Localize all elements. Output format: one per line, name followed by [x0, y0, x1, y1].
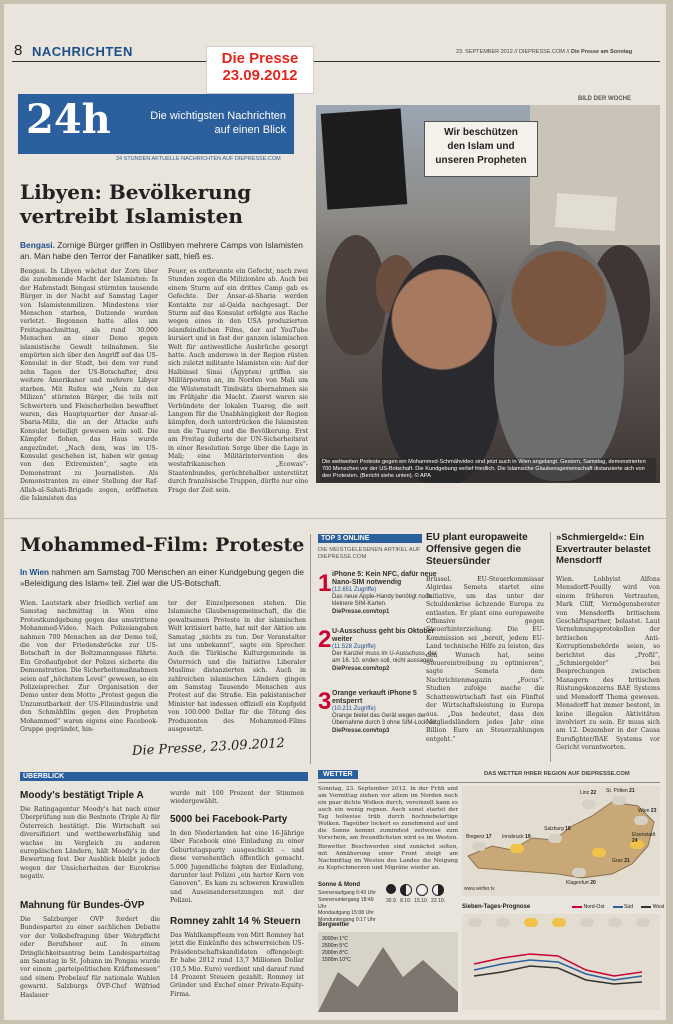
- mohammed-col-1: Wien. Lautstark aber friedlich verlief am Samstag nachmittag in Wien eine Protestkundgebung gegen das umstrittene Mohammed-Video. Nach Polizeiangaben nahmen 700 Menschen an der Demo teil, die von der Friedensbrücke zur US-Botschaft in der Boltzmanngasse führte. Ein Großaufgebot der Polizei sicherte die Demonstration. Die Sicherheitsmaßnahmen seien auf „höchstem Level“ gewesen, so ein Polizeisprecher. Zur Organisation der Demo unter dem Motto „Protest gegen die Unzumutbarkeit der US-Filmindustrie und den Schmähfilm gegen den Propheten Mohammed“ waren eigens eine Facebook-Gruppe gegründet, hin-: [20, 600, 158, 734]
- banner-24h: [18, 94, 294, 154]
- header-date: 23. SEPTEMBER 2012 // DIEPRESSE.COM // Die Presse am Sonntag: [456, 49, 633, 55]
- cloud-icon: [582, 800, 596, 809]
- libyen-headline-1: Libyen: Bevölkerung: [20, 180, 252, 204]
- moodys-headline: Moody's bestätigt Triple A: [20, 790, 144, 801]
- handwritten-note: Die Presse, 23.09.2012: [131, 736, 286, 759]
- banner-tagline-2: auf einen Blick: [214, 124, 286, 136]
- map-city: Eisenstadt 24: [632, 832, 656, 844]
- forecast-title: Sieben-Tages-Prognose: [462, 904, 531, 910]
- top3-item-2[interactable]: U-Ausschuss geht bis Oktober weiter (11.528 Zugriffe) Der Kanzler muss im U-Ausschuss, der am 16. 10. enden soll, nicht aussagen. DiePresse.com/top2: [332, 628, 437, 672]
- map-city: Bregenz 17: [466, 834, 492, 840]
- moon-icon: [386, 884, 396, 894]
- berg-title: Bergwetter: [318, 922, 350, 928]
- sun-cloud-icon: [510, 844, 524, 853]
- top3-title: TOP 3 ONLINE: [318, 534, 422, 543]
- black-flag: [321, 108, 408, 209]
- mohammed-headline: Mohammed-Film: Proteste: [20, 534, 305, 556]
- eu-headline: EU plant europaweite Offensive gegen die Steuersünder: [426, 532, 528, 567]
- romney-text: Das Wahlkampfteam von Mitt Romney hat jetzt die Einkünfte des schwerreichen US-Präsidentschaftskandidaten offengelegt: Er habe 2012 rund 13,7 Millionen Dollar (10,5 Mio. Euro) verdient und darauf rund 14 Prozent Steuern gezahlt. Romney ist Gründer und Exchef einer Private-Equity-Firma.: [170, 932, 304, 998]
- photo-label: BILD DER WOCHE: [578, 96, 631, 102]
- libyen-col-1: Bengasi. In Libyen wächst der Zorn über die zunehmende Macht der Islamisten: In der Hafenstadt Bengasi stürmten tausende Bürger in der Nacht auf Samstag Lager von Islamistenmilizen. Mindestens vier Menschen starben, Dutzende wurden verletzt. Begonnen hatte alles am Freitagnachmittag, als rund 30.000 Menschen an einer Demo gegen islamistische Gewalt teilnahmen. Sie empörten sich über den Angriff auf das US-Konsulat in der Stadt, bei dem vor rund zehn Tagen der US-Botschafter, drei weitere Amerikaner und mehrere Libyer starben. Mit Rufen wie „Nein zu den Milizen“ stürmten Bürger, die teils mit Schwertern und Fleischerbeilen bewaffnet waren, das Hauptquartier der Ansar-al-Sharia-Miliz, die an der Attacke aufs Konsulat beteiligt gewesen sein soll. Die Kämpfer flohen, das Haus wurde angezündet. „Nach dem, was im US-Konsulat geschehen ist, haben wir genug von den Extremisten“, sagte ein Demonstrant zu Journalisten. Als Demonstranten zu einer Stellung der Raf-Allah-al-Sahati-Brigade zogen, eröffneten die Islamisten das: [20, 268, 158, 502]
- mid-top-text: wurde mit 100 Prozent der Stimmen wiedergewählt.: [170, 790, 304, 806]
- banner-24h-logo: 24h: [26, 96, 111, 143]
- map-city: Innsbruck 19: [502, 834, 531, 840]
- banner-subline: 24 STUNDEN AKTUELLE NACHRICHTEN AUF DIEPRESSE.COM: [116, 156, 281, 162]
- shouting-man: [382, 255, 502, 483]
- map-city: Klagenfurt 20: [566, 880, 596, 886]
- austria-map: [462, 786, 660, 896]
- oevp-text: Die Salzburger ÖVP fordert die Bundespartei zu einer sachlichen Debatte vor der Volksbefragung über Wehrpflicht oder Berufsheer auf. In einem Dringlichkeitsantrag beim Landesparteitag am Samstag in St. Johann im Pongau wurde vor einem „parteipolitischen Kräftemessen“ und einem Probelauf für nationale Wahlen gewarnt. Salzburgs ÖVP-Chef Wilfried Haslauer: [20, 916, 160, 999]
- ueberblick-label: ÜBERBLICK: [20, 772, 308, 781]
- protest-sign: Wir beschützen den Islam und unseren Propheten: [424, 121, 538, 177]
- weather-credit: www.wetter.tv: [464, 886, 495, 892]
- moon-phases: 30.9. 8.10. 15.10. 22.10.: [386, 884, 452, 904]
- stamp-paper: Die Presse: [221, 50, 299, 67]
- section-title: NACHRICHTEN: [32, 44, 133, 59]
- schmiergeld-headline: »Schmiergeld«: Ein Exvertrauter belastet Mensdorff: [556, 532, 651, 566]
- map-city: Graz 21: [612, 858, 630, 864]
- weather-label: WETTER: [318, 770, 358, 779]
- header-rule: [12, 61, 660, 62]
- cloud-icon: [612, 796, 626, 805]
- moon-icon: [432, 884, 444, 896]
- weather-right-label: DAS WETTER IHRER REGION AUF DIEPRESSE.COM: [484, 771, 630, 777]
- facebook-text: In den Niederlanden hat eine 16-Jährige über Facebook eine Einladung zu einer Geburtstagsparty ausgeschickt – und diese versehentlich öffentlich gemacht. 5.000 Jugendliche folgten der Einladung, darunter laut Polizei „ein harter Kern von Ganoven“. Es kam zu schweren Krawallen und Auseinandersetzungen mit der Polizei.: [170, 830, 304, 905]
- forecast-chart: [462, 914, 660, 1010]
- page-number: 8: [14, 42, 23, 59]
- map-city: St. Pölten 21: [606, 788, 635, 794]
- newspaper-page: [4, 4, 666, 1020]
- top3-rank-2: 2: [318, 626, 332, 653]
- oevp-headline: Mahnung für Bundes-ÖVP: [20, 900, 145, 911]
- mohammed-col-2: ter der Einzelpersonen stehen. Die Islamische Glaubensgemeinschaft, die die gewaltsamen Proteste in der islamischen Welt kritisiert hatte, hat mit der Aktion am Samstag „nichts zu tun. Der Veranstalter ist uns unbekannt“, sagte ein Sprecher. Auch die Türkische Kulturgemeinde in Österreich und die Initiative Liberaler Muslime distanzierten sich. Auch in zahlreichen islamischen Ländern gingen am Samstag Tausende Menschen aus Protest auf die Straße. Ein pakistanischer Minister hat indessen offiziell ein Kopfgeld von 100.000 Dollar für die Tötung des Produzenten des Mohammed-Films ausgesetzt.: [168, 600, 306, 734]
- libyen-lead: Bengasi. Zornige Bürger griffen in Ostlibyen mehrere Camps von Islamisten an. Man habe den Terror der Fanatiker satt, hieß es.: [20, 240, 303, 261]
- column-rule: [550, 532, 551, 762]
- weather-rule: [318, 782, 660, 783]
- forecast-legend: Nord-Ost Süd West: [572, 904, 664, 910]
- romney-headline: Romney zahlt 14 % Steuern: [170, 916, 301, 927]
- berg-table: 3000m 1°C 2500m 5°C 2000m 8°C 1500m 10°C: [322, 936, 351, 963]
- sun-table: Sonnenaufgang 6:43 Uhr Sonnenuntergang 18:49 Uhr Mondaufgang 15:08 Uhr Monduntergang 0:17 Uhr: [318, 890, 376, 924]
- date-stamp: [206, 46, 314, 94]
- forecast-lines: [462, 914, 660, 1010]
- top3-rank-1: 1: [318, 570, 332, 597]
- protest-photo: [316, 105, 660, 483]
- side-sign: [555, 193, 617, 231]
- photo-caption: Die weltweiten Proteste gegen ein Mohammed-Schmähvideo sind jetzt auch in Wien angelangt. Gestern, Samstag, demonstrierten 700 Menschen vor der US-Botschaft. Die Kundgebung verlief friedlich. Die Islamische Glaubensgemeinschaft distanzierte sich von den Protesten. (Bericht siehe unten). © APA: [320, 458, 656, 482]
- column-rule: [310, 534, 311, 764]
- schmiergeld-text: Wien. Lobbyist Alfons Mensdorff-Pouilly wird von einem früheren Vertrauten, Mark Cliff, Vermögensberater von Mensdorffs britischem Geschäftspartner, belastet. Laut Vernehmungsprotokollen der britischen Anti-Korruptionsbehörde seien, so berichtet das „Profil“, „Schmiergelder“ bei Besprechungen zwischen Managern des britischen Rüstungskonzerns BAE Systems und Mensdorff Thema gewesen. Mensdorff hat immer bestont, in keine illegalen Aktivitäten involviert zu sein. Er muss sich am 12. Dezember in der Causa Eurofighter/BAE Systems vor Gericht verantworten.: [556, 576, 660, 752]
- facebook-headline: 5000 bei Facebook-Party: [170, 814, 288, 825]
- libyen-headline-2: vertreibt Islamisten: [20, 204, 243, 228]
- cloud-icon: [472, 842, 486, 851]
- libyen-col-2: Feuer, es entbrannte ein Gefecht, nach zwei Stunden zogen die Milizionäre ab. Auch bei einem Sturm auf ein drittes Camp gab es Gefechte. Der Ansar-al-Sharia werden Kontakte zur al-Qaida nachgesagt. Der Sturm auf das Konsulat erfolgte aus Rache wegen eines in den USA produzierten islamfeindlichen Films, der auf YouTube kursiert und in fast der ganzen islamischen Welt für antiwestliche Ausbrüche gesorgt hatte. Auch anderswo in der Region rüsten sich zuletzt militante Islamisten ein: Auf der Halbinsel Sinai (Ägypten) griffen sie Militärposten an, im Norden von Mali um die Wüstenstadt Timbuktu übernahmen sie im Frühjahr die Macht. Zuerst waren sie Verbündete der lokalen Tuareg, die seit Langem für die Unabhängigkeit der Region kämpfen, doch unterdrücken die Islamisten nun die Tuareg und die Bevölkerung. Erst am Freitag äußerte der UN-Sicherheitsrat in einer Resolution Sorge über die Lage in Mali; eine Militärintervention des westafrikanischen „Ecowas“-Staatenbundes, gerüchtehalber unterstützt durch französische Truppen, dürfte nur eine Frage der Zeit sein.: [168, 268, 308, 494]
- top3-item-3[interactable]: Orange verkauft iPhone 5 entsperrt (10.211 Zugriffe) Orange bietet das Gerät wegen der Übernahme durch 3 ohne SIM-Lock an. DiePresse.com/top3: [332, 690, 438, 734]
- cloud-icon: [572, 868, 586, 877]
- weather-text: Sonntag, 23. September 2012. In der Früh und am Vormittag ziehen vor allem im Norden noch ein paar dichte Wolken durch, vereinzelt kann es auch ein wenig regnen. Auch sonst startet der Tag teilweise trüb durch hochnebelartige Wolken. Tagsüber lockert es zunehmend auf und die Sonne kommt zumindest zeitweise zum Vorschein, am freundlichsten wird es im Westen.: [318, 786, 458, 841]
- moon-icon: [400, 884, 412, 896]
- sun-cloud-icon: [592, 848, 606, 857]
- stamp-date: 23.09.2012: [222, 67, 298, 84]
- moodys-text: Die Ratingagentur Moody's hat nach einer Überprüfung nun die Bestnote (Triple A) für Österreich bestätigt. Die Wirtschaft sei diversifiziert und wettbewerbsfähig und wachse im Vergleich zu anderen europäischen Ländern, hält Moody's in der Bewertung fest. Der Ausblick bleibt jedoch wegen der Unsicherheiten der Eurokrise negativ.: [20, 806, 160, 881]
- mountain-graphic: [318, 932, 458, 1012]
- cloud-icon: [634, 816, 648, 825]
- map-city: Wien 23: [638, 808, 657, 814]
- cloud-icon: [548, 834, 562, 843]
- eu-text: Brüssel. EU-Steuerkommissar Algirdas Semeta startet eine Initiative, um das unter der Schuldenkrise ächzende Europa zu entlasten. Er plant eine europaweite Offensive gegen Steuerhinterziehung. Die EU-Kommission sei „bereit, jedem EU-Land technische Hilfe zu leisten, das den Wunsch hat, seine Steuereintreibung zu optimieren“, sagte Semeta dem Nachrichtenmagazin „Focus“. Studien zufolge mache die Schattenwirtschaft fast ein Fünftel der Wirtschaftsleistung in Europa aus. „Das bedeutet, dass den Mitgliedsländern jedes Jahr eine Billion Euro an Steuerzahlungen entgeht.“: [426, 576, 544, 743]
- top3-rank-3: 3: [318, 688, 332, 715]
- mohammed-lead: In Wien nahmen am Samstag 700 Menschen an einer Kundgebung gegen die »Beleidigung des Islam« teil. Ziel war die US-Botschaft.: [20, 568, 304, 588]
- top3-item-1[interactable]: iPhone 5: Kein NFC, dafür neue Nano-SIM notwendig (12.651 Zugriffe) Das neue Apple-Handy benötigt noch kleinere SIM-Karten. DiePresse.com/top1: [332, 571, 437, 615]
- sun-title: Sonne & Mond: [318, 882, 360, 888]
- banner-tagline-1: Die wichtigsten Nachrichten: [150, 110, 286, 122]
- top3-subtitle: DIE MEISTGELESENEN ARTIKEL AUF DIEPRESSE.COM: [318, 547, 421, 560]
- map-city: Salzburg 18: [544, 826, 571, 832]
- second-man: [494, 241, 624, 481]
- moon-icon: [416, 884, 428, 896]
- fold-rule: [4, 518, 666, 519]
- biowetter-text: Biowetter. Beschwerden sind zunächst selten, mit Annäherung einer Front steigt am Nachmittag im Westen des Landes die Neigung zu Kopfschmerzen und Migräne wieder an.: [318, 844, 458, 871]
- map-city: Linz 22: [580, 790, 597, 796]
